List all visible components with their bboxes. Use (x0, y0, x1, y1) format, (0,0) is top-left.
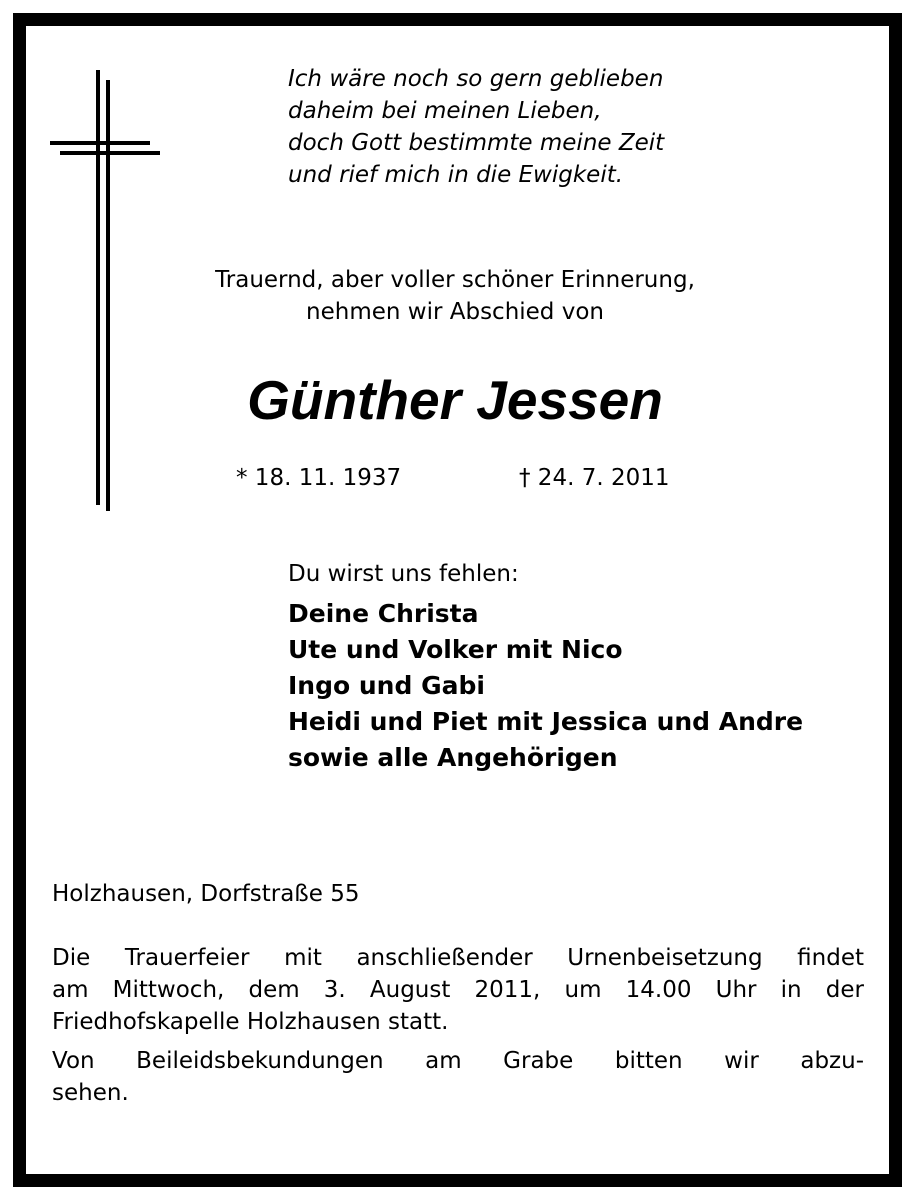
condolence-line: sehen. (52, 1080, 129, 1106)
mourners-intro: Du wirst uns fehlen: (288, 561, 519, 587)
deceased-name: Günther Jessen (247, 369, 663, 431)
poem-line: Ich wäre noch so gern geblieben (288, 66, 664, 92)
mourner-entry: Ute und Volker mit Nico (288, 635, 623, 664)
birth-date: * 18. 11. 1937 (236, 465, 402, 491)
poem-line: doch Gott bestimmte meine Zeit (288, 130, 665, 156)
mourner-entry: Deine Christa (288, 599, 479, 628)
intro-line: Trauernd, aber voller schöner Erinnerung, (215, 267, 695, 293)
condolence-line: Von Beileidsbekundungen am Grabe bitten wir abzu- (52, 1048, 864, 1074)
mourner-entry: sowie alle Angehörigen (288, 743, 618, 772)
death-date: † 24. 7. 2011 (519, 465, 670, 491)
poem-verse (288, 63, 848, 191)
funeral-line: Friedhofskapelle Holzhausen statt. (52, 1009, 449, 1035)
cross-vertical-beam-left (96, 70, 100, 505)
mourners-list (288, 596, 803, 776)
address: Holzhausen, Dorfstraße 55 (52, 881, 360, 907)
funeral-line: am Mittwoch, dem 3. August 2011, um 14.00 Uhr in der (52, 977, 864, 1003)
intro-line: nehmen wir Abschied von (306, 299, 604, 325)
farewell-intro (120, 264, 790, 328)
cross-horizontal-beam-top (50, 141, 150, 145)
poem-line: und rief mich in die Ewigkeit. (288, 162, 624, 188)
cross-horizontal-beam-bottom (60, 151, 160, 155)
mourner-entry: Ingo und Gabi (288, 671, 485, 700)
funeral-notice (52, 942, 864, 1038)
funeral-line: Die Trauerfeier mit anschließender Urnenbeisetzung findet (52, 945, 864, 971)
mourner-entry: Heidi und Piet mit Jessica und Andre (288, 707, 804, 736)
condolence-notice (52, 1045, 864, 1109)
poem-line: daheim bei meinen Lieben, (288, 98, 602, 124)
